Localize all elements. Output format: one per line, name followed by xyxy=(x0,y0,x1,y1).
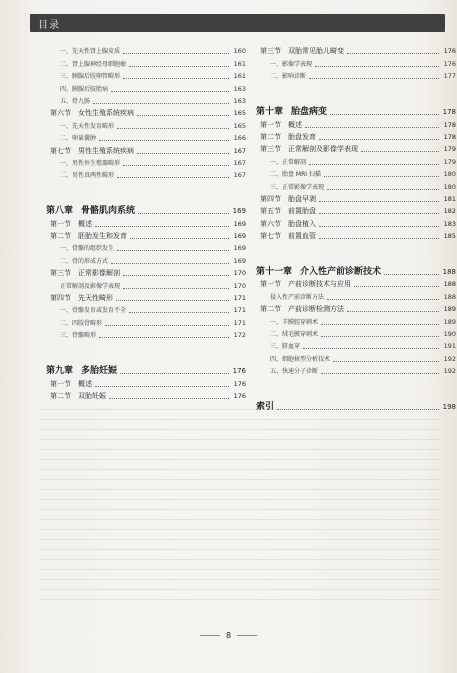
toc-sub-entry[interactable] xyxy=(46,253,246,265)
toc-sec-entry[interactable] xyxy=(256,204,456,216)
toc-entry-title xyxy=(260,232,316,241)
toc-entry-number: 第四节 xyxy=(260,194,281,203)
toc-gap xyxy=(46,180,246,188)
toc-entry-text: 先天性畸形 xyxy=(78,294,113,303)
leader-dots xyxy=(347,53,439,54)
toc-entry-page: 167 xyxy=(233,158,246,167)
toc-entry-text: 三、胰腺后肢卵管畸形 xyxy=(60,73,121,81)
toc-entry-page: 177 xyxy=(443,72,456,81)
toc-entry-title xyxy=(60,60,126,69)
toc-entry-text: 二、四肢骨畸形 xyxy=(60,319,103,327)
toc-entry-title xyxy=(260,133,316,142)
toc-entry-number: 第三节 xyxy=(260,145,281,154)
toc-entry-number: 第五节 xyxy=(260,207,281,216)
toc-entry-title xyxy=(46,367,117,376)
leader-dots xyxy=(123,53,229,54)
toc-entry-title xyxy=(270,342,300,351)
toc-sub-entry[interactable] xyxy=(256,167,456,179)
toc-entry-page: 178 xyxy=(443,120,456,129)
toc-entry-page: 176 xyxy=(233,379,246,388)
toc-entry-page: 169 xyxy=(233,256,246,265)
toc-entry-text: 胎盘病变 xyxy=(291,107,328,118)
toc-entry-title xyxy=(50,380,92,389)
toc-sub-entry[interactable] xyxy=(256,327,456,339)
toc-entry-title xyxy=(50,147,134,156)
header-title: 目录 xyxy=(38,20,60,31)
toc-entry-text: 概述 xyxy=(78,219,92,228)
toc-entry-number: 第一节 xyxy=(50,219,71,228)
leader-dots xyxy=(327,299,439,300)
toc-entry-number: 第十一章 xyxy=(256,267,293,278)
toc-entry-page: 171 xyxy=(233,306,246,315)
leader-dots xyxy=(123,275,229,276)
leader-dots xyxy=(129,66,229,67)
toc-entry-page: 166 xyxy=(233,134,246,143)
leader-dots xyxy=(109,398,229,399)
toc-entry-title xyxy=(260,195,316,204)
toc-entry-title xyxy=(50,109,134,118)
leader-dots xyxy=(117,128,229,129)
toc-sub-entry[interactable] xyxy=(46,94,246,106)
leader-dots xyxy=(138,213,229,214)
toc-entry-page: 171 xyxy=(233,318,246,327)
toc-sub-entry[interactable] xyxy=(256,364,456,376)
toc-entry-title xyxy=(270,330,318,339)
toc-entry-page: 182 xyxy=(443,207,456,216)
leader-dots xyxy=(277,409,439,410)
toc-chap-entry[interactable] xyxy=(46,348,246,376)
toc-entry-page: 170 xyxy=(233,269,246,278)
toc-entry-text: 五、骨九肠 xyxy=(60,97,91,105)
toc-entry-title xyxy=(270,318,318,327)
toc-entry-text: 概述 xyxy=(288,120,302,129)
leader-dots xyxy=(321,336,439,337)
toc-entry-number: 第六节 xyxy=(260,219,281,228)
toc-sub-entry[interactable] xyxy=(46,168,246,180)
leader-dots xyxy=(130,238,229,239)
toc-entry-title xyxy=(50,232,127,241)
toc-entry-text: 二、影响诊断 xyxy=(270,73,307,81)
toc-entry-title xyxy=(60,257,108,266)
toc-entry-text: 三、正常影像学表现 xyxy=(270,183,325,191)
toc-entry-number: 第三节 xyxy=(50,269,71,278)
toc-entry-title xyxy=(260,305,344,314)
leader-dots xyxy=(95,386,229,387)
toc-sec-entry[interactable] xyxy=(256,229,456,241)
toc-entry-page: 188 xyxy=(443,292,456,301)
toc-entry-page: 183 xyxy=(443,219,456,228)
toc-entry-number: 第二节 xyxy=(50,232,71,241)
toc-entry-text: 一、男性外生殖器畸形 xyxy=(60,159,121,167)
toc-entry-page: 167 xyxy=(233,171,246,180)
toc-chap-entry[interactable] xyxy=(46,188,246,216)
leader-dots xyxy=(321,324,439,325)
toc-entry-title xyxy=(60,171,114,180)
toc-entry-text: 正常影像解剖 xyxy=(78,269,120,278)
toc-entry-text: 四、胰腺后肢胎病 xyxy=(60,85,109,93)
toc-entry-number: 第六节 xyxy=(50,109,71,118)
toc-entry-page: 179 xyxy=(443,157,456,166)
toc-entry-page: 189 xyxy=(443,305,456,314)
toc-entry-page: 198 xyxy=(442,403,456,412)
toc-entry-text: 产前诊断检测方法 xyxy=(288,305,344,314)
toc-entry-page: 188 xyxy=(442,268,456,277)
toc-sec-entry[interactable] xyxy=(46,266,246,278)
leader-dots xyxy=(99,140,229,141)
toc-entry-text: 概述 xyxy=(78,379,92,388)
toc-entry-page: 176 xyxy=(232,367,246,376)
toc-entry-number: 第七节 xyxy=(50,146,71,155)
toc-entry-page: 181 xyxy=(443,194,456,203)
toc-entry-text: 三、骨骼畸形 xyxy=(60,332,97,340)
toc-entry-number: 第四节 xyxy=(50,294,71,303)
toc-entry-title xyxy=(60,134,96,143)
toc-entry-title xyxy=(260,220,316,229)
leader-dots xyxy=(315,66,439,67)
leader-dots xyxy=(305,127,439,128)
toc-entry-page: 160 xyxy=(233,47,246,56)
toc-sec-entry[interactable] xyxy=(46,389,246,401)
toc-entry-text: 二、男性真两性畸形 xyxy=(60,172,115,180)
toc-entry-page: 171 xyxy=(233,294,246,303)
toc-entry-page: 178 xyxy=(443,132,456,141)
leader-dots xyxy=(117,177,229,178)
toc-entry-text: 二、绒毛膜穿刺术 xyxy=(270,331,319,339)
toc-sub-entry[interactable] xyxy=(256,351,456,363)
toc-entry-text: 多胎妊娠 xyxy=(81,366,118,377)
leader-dots xyxy=(333,361,439,362)
toc-right-column xyxy=(256,44,456,412)
leader-dots xyxy=(321,373,439,374)
toc-entry-page: 169 xyxy=(233,244,246,253)
toc-entry-number: 第十章 xyxy=(256,107,284,118)
toc-entry-page: 167 xyxy=(233,146,246,155)
toc-entry-number: 第一节 xyxy=(260,280,281,289)
leader-dots xyxy=(111,263,229,264)
toc-entry-title xyxy=(260,280,351,289)
toc-entry-text: 女性生殖系统疾病 xyxy=(78,109,134,118)
toc-entry-text: 三、脐血穿 xyxy=(270,343,301,351)
toc-entry-number: 第九章 xyxy=(46,366,74,377)
toc-entry-title xyxy=(256,403,274,412)
toc-chap-entry[interactable] xyxy=(256,89,456,117)
toc-chap-entry[interactable] xyxy=(256,249,456,277)
toc-entry-page: 169 xyxy=(233,219,246,228)
leader-dots xyxy=(319,238,439,239)
toc-entry-page: 161 xyxy=(233,72,246,81)
toc-entry-text: 侵入性产前诊断方法 xyxy=(270,293,325,301)
toc-entry-page: 189 xyxy=(443,317,456,326)
toc-entry-number: 第一节 xyxy=(260,120,281,129)
toc-sec-entry[interactable] xyxy=(256,192,456,204)
toc-entry-page: 191 xyxy=(443,342,456,351)
toc-entry-title xyxy=(270,60,312,69)
toc-entry-title xyxy=(50,269,120,278)
toc-entry-text: 五、快速分子诊断 xyxy=(270,368,319,376)
toc-sub-entry[interactable] xyxy=(256,179,456,191)
toc-sub-entry[interactable] xyxy=(46,69,246,81)
toc-sub-entry[interactable] xyxy=(46,156,246,168)
leader-dots xyxy=(319,201,439,202)
page-number: 8 xyxy=(0,631,457,640)
toc-sub-entry[interactable] xyxy=(256,339,456,351)
toc-entry-page: 176 xyxy=(443,47,456,56)
toc-sub-entry[interactable] xyxy=(46,303,246,315)
toc-sec-entry[interactable] xyxy=(46,106,246,118)
leader-dots xyxy=(137,153,229,154)
toc-sub-entry[interactable] xyxy=(256,314,456,326)
toc-sub-entry[interactable] xyxy=(256,289,456,301)
toc-entry-number: 第八章 xyxy=(46,206,74,217)
leader-dots xyxy=(361,151,439,152)
toc-entry-title xyxy=(60,244,114,253)
toc-entry-text: 二、胎盘 MRI 扫描 xyxy=(270,171,321,179)
toc-entry-text: 骨骼肌肉系统 xyxy=(81,206,136,217)
toc-left-column xyxy=(46,44,246,401)
toc-gap xyxy=(46,340,246,348)
toc-entry-title xyxy=(260,121,302,130)
leader-dots xyxy=(111,91,229,92)
toc-entry-text: 男性生殖系统疾病 xyxy=(78,146,134,155)
toc-sub-entry[interactable] xyxy=(46,131,246,143)
toc-entry-text: 二、卵巢囊肿 xyxy=(60,135,97,143)
toc-entry-text: 一、正常解剖 xyxy=(270,158,307,166)
toc-sub-entry[interactable] xyxy=(256,56,456,68)
toc-entry-title xyxy=(270,355,330,364)
toc-entry-title xyxy=(50,294,113,303)
toc-entry-page: 172 xyxy=(233,331,246,340)
leader-dots xyxy=(347,311,439,312)
toc-entry-text: 一、羊膜腔穿刺术 xyxy=(270,318,319,326)
leader-dots xyxy=(93,103,229,104)
toc-sec-entry[interactable] xyxy=(256,216,456,228)
toc-entry-text: 一、先天性肾上腺皮质 xyxy=(60,48,121,56)
toc-entry-page: 176 xyxy=(233,391,246,400)
toc-entry-number: 第二节 xyxy=(260,132,281,141)
toc-entry-number: 第三节 xyxy=(260,47,281,56)
toc-entry-page: 163 xyxy=(233,96,246,105)
toc-entry-page: 179 xyxy=(443,145,456,154)
toc-entry-title xyxy=(260,207,316,216)
toc-gap xyxy=(256,376,456,384)
bleed-through xyxy=(40,400,440,620)
toc-sec-entry[interactable] xyxy=(256,130,456,142)
toc-entry-page: 190 xyxy=(443,330,456,339)
toc-sec-entry[interactable] xyxy=(46,291,246,303)
toc-entry-title xyxy=(260,145,358,154)
toc-entry-title xyxy=(60,306,126,315)
toc-sub-entry[interactable] xyxy=(256,154,456,166)
leader-dots xyxy=(309,164,439,165)
toc-entry-title xyxy=(60,319,102,328)
toc-entry-text: 一、影像学表现 xyxy=(270,60,313,68)
toc-sec-entry[interactable] xyxy=(256,277,456,289)
toc-sec-entry[interactable] xyxy=(46,143,246,155)
toc-entry-title xyxy=(270,293,324,302)
toc-entry-text: 正常解剖及影像学表现 xyxy=(60,282,121,290)
leader-dots xyxy=(123,165,229,166)
toc-entry-title xyxy=(270,158,306,167)
leader-dots xyxy=(99,337,229,338)
toc-entry-page: 165 xyxy=(233,109,246,118)
leader-dots xyxy=(309,78,439,79)
toc-entry-text: 胎盘早剥 xyxy=(288,194,316,203)
toc-sec-entry[interactable] xyxy=(256,44,456,56)
leader-dots xyxy=(123,288,229,289)
toc-sec-entry[interactable] xyxy=(256,117,456,129)
toc-entry-title xyxy=(270,183,324,192)
toc-entry-title xyxy=(270,72,306,81)
toc-sec-entry[interactable] xyxy=(256,302,456,314)
toc-entry-text: 一、骨骼的组织发生 xyxy=(60,245,115,253)
toc-entry-text: 二、骨的形成方式 xyxy=(60,257,109,265)
toc-entry-title xyxy=(270,170,321,179)
leader-dots xyxy=(319,139,439,140)
toc-entry-title xyxy=(270,367,318,376)
toc-sub-entry[interactable] xyxy=(46,315,246,327)
toc-entry-title xyxy=(50,392,106,401)
toc-entry-title xyxy=(60,122,114,131)
toc-entry-title xyxy=(50,220,92,229)
toc-entry-number: 第七节 xyxy=(260,232,281,241)
toc-sub-entry[interactable] xyxy=(46,241,246,253)
toc-entry-title xyxy=(256,108,327,117)
toc-sub-entry[interactable] xyxy=(46,56,246,68)
header-bar xyxy=(30,14,445,32)
toc-sec-entry[interactable] xyxy=(46,216,246,228)
toc-entry-text: 介入性产前诊断技术 xyxy=(300,267,382,278)
toc-entry-page: 176 xyxy=(443,59,456,68)
toc-entry-page: 161 xyxy=(233,59,246,68)
toc-sub-entry[interactable] xyxy=(46,118,246,130)
toc-entry-text: 前置胎盘 xyxy=(288,207,316,216)
toc-entry-text: 前置血管 xyxy=(288,232,316,241)
toc-entry-text: 二、肾上腺神经母细胞瘤 xyxy=(60,60,127,68)
leader-dots xyxy=(123,78,229,79)
toc-entry-page: 165 xyxy=(233,121,246,130)
leader-dots xyxy=(120,373,229,374)
toc-sub-entry[interactable] xyxy=(256,69,456,81)
leader-dots xyxy=(116,300,229,301)
toc-sub-entry[interactable] xyxy=(46,278,246,290)
leader-dots xyxy=(303,348,439,349)
toc-entry-page: 192 xyxy=(443,367,456,376)
leader-dots xyxy=(330,114,439,115)
toc-entry-number: 第二节 xyxy=(50,391,71,400)
leader-dots xyxy=(117,250,229,251)
toc-entry-page: 188 xyxy=(443,280,456,289)
toc-entry-number: 第二节 xyxy=(260,305,281,314)
toc-sub-entry[interactable] xyxy=(46,81,246,93)
toc-entry-title xyxy=(256,268,381,277)
leader-dots xyxy=(319,226,439,227)
toc-entry-text: 胚胎发生和发育 xyxy=(78,232,127,241)
toc-entry-text: 双胎妊娠 xyxy=(78,391,106,400)
toc-entry-text: 产前诊断技术与应用 xyxy=(288,280,351,289)
toc-entry-title xyxy=(60,85,108,94)
toc-entry-page: 163 xyxy=(233,84,246,93)
toc-entry-title xyxy=(60,159,120,168)
leader-dots xyxy=(354,286,439,287)
toc-entry-title xyxy=(260,47,344,56)
toc-entry-text: 一、骨骼发育或发育不全 xyxy=(60,307,127,315)
toc-entry-text: 四、细胞核型分析技术 xyxy=(270,355,331,363)
toc-entry-page: 180 xyxy=(443,170,456,179)
toc-sec-entry[interactable] xyxy=(256,142,456,154)
toc-entry-title xyxy=(60,47,120,56)
leader-dots xyxy=(129,312,229,313)
leader-dots xyxy=(324,176,439,177)
toc-chap-entry[interactable] xyxy=(256,384,456,412)
leader-dots xyxy=(384,274,439,275)
toc-entry-page: 185 xyxy=(443,232,456,241)
toc-sub-entry[interactable] xyxy=(46,328,246,340)
leader-dots xyxy=(137,115,229,116)
toc-entry-page: 180 xyxy=(443,182,456,191)
toc-entry-title xyxy=(60,72,120,81)
toc-sec-entry[interactable] xyxy=(46,376,246,388)
toc-entry-title xyxy=(60,282,120,291)
toc-entry-text: 胎盘发育 xyxy=(288,132,316,141)
toc-entry-text: 索引 xyxy=(256,402,275,413)
toc-entry-title xyxy=(46,207,135,216)
toc-sub-entry[interactable] xyxy=(46,44,246,56)
toc-sec-entry[interactable] xyxy=(46,229,246,241)
leader-dots xyxy=(319,213,439,214)
toc-entry-page: 169 xyxy=(232,207,246,216)
toc-entry-page: 170 xyxy=(233,281,246,290)
toc-entry-number: 第一节 xyxy=(50,379,71,388)
toc-entry-page: 169 xyxy=(233,232,246,241)
toc-entry-title xyxy=(60,97,90,106)
toc-gap xyxy=(256,81,456,89)
toc-entry-page: 178 xyxy=(442,108,456,117)
toc-entry-text: 双胎常见胎儿畸变 xyxy=(288,47,344,56)
leader-dots xyxy=(105,325,229,326)
leader-dots xyxy=(95,226,229,227)
toc-entry-title xyxy=(60,331,96,340)
toc-entry-text: 正常解剖及影像学表现 xyxy=(288,145,358,154)
toc-entry-text: 一、先天性发育畸形 xyxy=(60,122,115,130)
toc-gap xyxy=(256,241,456,249)
toc-entry-page: 192 xyxy=(443,354,456,363)
toc-entry-text: 胎盘植入 xyxy=(288,219,316,228)
leader-dots xyxy=(327,189,439,190)
